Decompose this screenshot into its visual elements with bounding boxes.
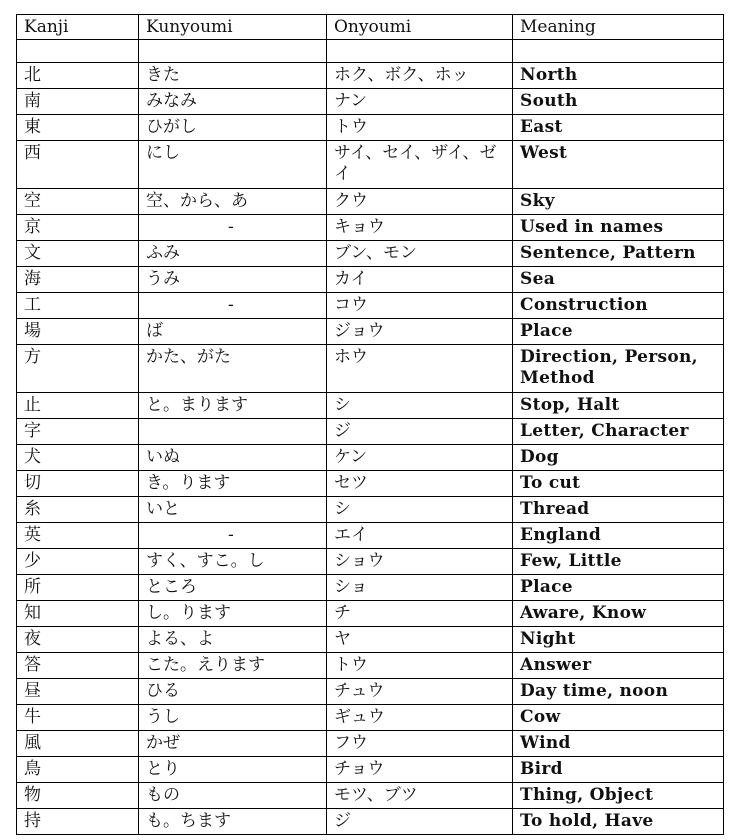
kanji-cell (17, 40, 139, 63)
table-row (17, 471, 724, 497)
kanji-cell (17, 419, 139, 445)
meaning-cell-text: Direction, Person, Method (520, 347, 698, 388)
kunyoumi-cell (139, 445, 327, 471)
table-row (17, 757, 724, 783)
onyoumi-cell (327, 89, 513, 115)
kanji-table-page (16, 14, 723, 835)
table-header-row (17, 15, 724, 40)
onyoumi-cell (327, 215, 513, 241)
kunyoumi-cell-text: - (228, 217, 234, 237)
meaning-cell (513, 89, 724, 115)
onyoumi-cell (327, 783, 513, 809)
meaning-cell (513, 783, 724, 809)
meaning-cell-text: Place (520, 577, 573, 597)
onyoumi-cell (327, 241, 513, 267)
onyoumi-cell-text: チュウ (334, 681, 385, 701)
kanji-cell (17, 141, 139, 189)
onyoumi-cell-text: ヤ (334, 629, 351, 649)
meaning-cell-text: Wind (520, 733, 571, 753)
kunyoumi-cell (139, 679, 327, 705)
kunyoumi-cell-text: - (228, 295, 234, 315)
onyoumi-cell (327, 319, 513, 345)
onyoumi-cell (327, 293, 513, 319)
kanji-cell (17, 601, 139, 627)
onyoumi-cell (327, 419, 513, 445)
kunyoumi-cell-text: いぬ (146, 447, 180, 467)
kunyoumi-cell (139, 89, 327, 115)
kunyoumi-cell (139, 63, 327, 89)
kunyoumi-cell-text: よる、よ (146, 629, 214, 649)
onyoumi-cell (327, 705, 513, 731)
onyoumi-cell-text: チョウ (334, 759, 385, 779)
kunyoumi-cell (139, 241, 327, 267)
meaning-cell (513, 319, 724, 345)
onyoumi-cell-text: ホウ (334, 347, 368, 367)
onyoumi-cell-text: ケン (334, 447, 368, 467)
table-row (17, 141, 724, 189)
onyoumi-cell (327, 653, 513, 679)
kanji-cell (17, 549, 139, 575)
onyoumi-cell (327, 471, 513, 497)
kunyoumi-cell-text: ひる (146, 681, 180, 701)
kanji-cell (17, 241, 139, 267)
table-row (17, 63, 724, 89)
meaning-cell-text: Thread (520, 499, 590, 519)
table-row (17, 345, 724, 393)
kanji-cell-text: 京 (24, 217, 41, 237)
meaning-cell-text: North (520, 65, 578, 85)
meaning-cell (513, 215, 724, 241)
meaning-cell-text: Used in names (520, 217, 664, 237)
kanji-cell (17, 679, 139, 705)
kunyoumi-cell (139, 345, 327, 393)
kanji-cell-text: 知 (24, 603, 41, 623)
onyoumi-cell-text: ショウ (334, 551, 385, 571)
header-kanji: Kanji (17, 15, 139, 40)
kunyoumi-cell-text: かぜ (146, 733, 180, 753)
meaning-cell-text: West (520, 143, 568, 163)
kanji-cell (17, 189, 139, 215)
meaning-cell-text: Sea (520, 269, 556, 289)
kunyoumi-cell-text: 空、から、あ (146, 191, 248, 211)
table-row (17, 393, 724, 419)
kanji-cell (17, 809, 139, 835)
onyoumi-cell-text: トウ (334, 655, 368, 675)
kunyoumi-cell (139, 141, 327, 189)
kunyoumi-cell (139, 627, 327, 653)
table-row (17, 293, 724, 319)
kunyoumi-cell (139, 549, 327, 575)
kunyoumi-cell-text: ひがし (146, 117, 197, 137)
kanji-cell-text: 東 (24, 117, 41, 137)
onyoumi-cell (327, 445, 513, 471)
onyoumi-cell-text: ホク、ボク、ホッ (334, 65, 469, 85)
kunyoumi-cell-text: ふみ (146, 243, 180, 263)
kanji-cell-text: 犬 (24, 447, 41, 467)
kanji-cell-text: 切 (24, 473, 41, 493)
kunyoumi-cell-text: とり (146, 759, 180, 779)
meaning-cell-text: Place (520, 321, 573, 341)
onyoumi-cell-text: ナン (334, 91, 368, 111)
meaning-cell-text: Answer (520, 655, 592, 675)
onyoumi-cell-text: クウ (334, 191, 368, 211)
kanji-cell (17, 115, 139, 141)
kunyoumi-cell-text: もの (146, 785, 180, 805)
meaning-cell (513, 445, 724, 471)
kunyoumi-cell (139, 215, 327, 241)
kanji-cell (17, 653, 139, 679)
kanji-cell-text: 西 (24, 143, 41, 163)
kunyoumi-cell (139, 731, 327, 757)
meaning-cell (513, 523, 724, 549)
meaning-cell-text: Stop, Halt (520, 395, 620, 415)
kunyoumi-cell (139, 783, 327, 809)
kanji-cell-text: 文 (24, 243, 41, 263)
table-row (17, 705, 724, 731)
meaning-cell-text: Letter, Character (520, 421, 689, 441)
kunyoumi-cell (139, 115, 327, 141)
onyoumi-cell-text: フウ (334, 733, 368, 753)
kanji-cell-text: 昼 (24, 681, 41, 701)
onyoumi-cell (327, 189, 513, 215)
kunyoumi-cell (139, 40, 327, 63)
kunyoumi-cell (139, 705, 327, 731)
table-row (17, 731, 724, 757)
table-row (17, 445, 724, 471)
kunyoumi-cell (139, 809, 327, 835)
meaning-cell-text: Construction (520, 295, 648, 315)
kunyoumi-cell-text: こた。えります (146, 655, 265, 675)
table-row (17, 115, 724, 141)
meaning-cell-text: Thing, Object (520, 785, 654, 805)
onyoumi-cell-text: ジ (334, 421, 351, 441)
meaning-cell-text: Day time, noon (520, 681, 669, 701)
onyoumi-cell (327, 267, 513, 293)
onyoumi-cell (327, 757, 513, 783)
kunyoumi-cell (139, 757, 327, 783)
meaning-cell-text: Aware, Know (520, 603, 647, 623)
meaning-cell (513, 471, 724, 497)
table-row (17, 523, 724, 549)
onyoumi-cell-text: カイ (334, 269, 368, 289)
kunyoumi-cell-text: ば (146, 321, 163, 341)
table-row (17, 215, 724, 241)
meaning-cell-text: Night (520, 629, 576, 649)
onyoumi-cell (327, 627, 513, 653)
kunyoumi-cell (139, 393, 327, 419)
onyoumi-cell-text: トウ (334, 117, 368, 137)
table-row (17, 267, 724, 293)
kanji-cell (17, 497, 139, 523)
kanji-cell-text: 工 (24, 295, 41, 315)
table-row (17, 783, 724, 809)
onyoumi-cell (327, 115, 513, 141)
kanji-cell (17, 319, 139, 345)
kunyoumi-cell-text: ところ (146, 577, 197, 597)
meaning-cell (513, 679, 724, 705)
onyoumi-cell (327, 40, 513, 63)
kanji-cell (17, 293, 139, 319)
meaning-cell-text: To cut (520, 473, 581, 493)
meaning-cell (513, 293, 724, 319)
onyoumi-cell-text: ジョウ (334, 321, 385, 341)
kanji-cell-text: 少 (24, 551, 41, 571)
meaning-cell (513, 267, 724, 293)
meaning-cell (513, 497, 724, 523)
kanji-cell-text: 答 (24, 655, 41, 675)
kanji-table (16, 14, 724, 835)
kunyoumi-cell (139, 471, 327, 497)
kunyoumi-cell-text: と。まります (146, 395, 248, 415)
kanji-cell (17, 445, 139, 471)
kanji-cell (17, 523, 139, 549)
meaning-cell-text: Few, Little (520, 551, 622, 571)
meaning-cell (513, 731, 724, 757)
kanji-cell (17, 345, 139, 393)
kunyoumi-cell (139, 189, 327, 215)
onyoumi-cell (327, 679, 513, 705)
meaning-cell (513, 575, 724, 601)
meaning-cell (513, 189, 724, 215)
table-row (17, 601, 724, 627)
meaning-cell (513, 393, 724, 419)
table-row (17, 497, 724, 523)
table-row (17, 653, 724, 679)
onyoumi-cell (327, 575, 513, 601)
kanji-cell-text: 牛 (24, 707, 41, 727)
kunyoumi-cell (139, 601, 327, 627)
onyoumi-cell-text: サイ、セイ、ザイ、ゼイ (334, 143, 497, 184)
onyoumi-cell (327, 601, 513, 627)
table-row (17, 319, 724, 345)
meaning-cell (513, 345, 724, 393)
kanji-cell (17, 267, 139, 293)
meaning-cell (513, 809, 724, 835)
kunyoumi-cell-text: いと (146, 499, 180, 519)
onyoumi-cell-text: セツ (334, 473, 368, 493)
onyoumi-cell (327, 393, 513, 419)
kunyoumi-cell (139, 653, 327, 679)
kanji-cell-text: 所 (24, 577, 41, 597)
meaning-cell (513, 419, 724, 445)
onyoumi-cell-text: エイ (334, 525, 368, 545)
kanji-cell (17, 627, 139, 653)
table-row (17, 627, 724, 653)
header-kunyoumi: Kunyoumi (139, 15, 327, 40)
onyoumi-cell-text: ブン、モン (334, 243, 417, 263)
kanji-cell (17, 783, 139, 809)
kunyoumi-cell (139, 419, 327, 445)
kanji-cell (17, 575, 139, 601)
kunyoumi-cell-text: も。ちます (146, 811, 231, 831)
onyoumi-cell (327, 63, 513, 89)
meaning-cell-text: Cow (520, 707, 561, 727)
meaning-cell-text: East (520, 117, 563, 137)
onyoumi-cell-text: ジ (334, 811, 351, 831)
onyoumi-cell-text: キョウ (334, 217, 385, 237)
kunyoumi-cell-text: し。ります (146, 603, 231, 623)
onyoumi-cell (327, 549, 513, 575)
meaning-cell (513, 241, 724, 267)
kunyoumi-cell (139, 267, 327, 293)
onyoumi-cell (327, 809, 513, 835)
onyoumi-cell (327, 345, 513, 393)
meaning-cell-text: To hold, Have (520, 811, 654, 831)
table-row (17, 241, 724, 267)
kanji-cell-text: 方 (24, 347, 41, 367)
table-row (17, 189, 724, 215)
kanji-cell-text: 鳥 (24, 759, 41, 779)
kanji-cell-text: 字 (24, 421, 41, 441)
onyoumi-cell-text: シ (334, 395, 351, 415)
kunyoumi-cell-text: - (228, 525, 234, 545)
kanji-cell (17, 757, 139, 783)
kanji-cell-text: 糸 (24, 499, 41, 519)
kanji-cell-text: 北 (24, 65, 41, 85)
kanji-cell (17, 215, 139, 241)
table-row (17, 89, 724, 115)
onyoumi-cell (327, 523, 513, 549)
kunyoumi-cell (139, 523, 327, 549)
table-row (17, 419, 724, 445)
meaning-cell (513, 601, 724, 627)
kanji-cell-text: 海 (24, 269, 41, 289)
onyoumi-cell-text: チ (334, 603, 351, 623)
kunyoumi-cell (139, 319, 327, 345)
onyoumi-cell (327, 731, 513, 757)
meaning-cell (513, 63, 724, 89)
meaning-cell (513, 653, 724, 679)
kunyoumi-cell (139, 575, 327, 601)
kanji-cell-text: 空 (24, 191, 41, 211)
kunyoumi-cell-text: みなみ (146, 91, 197, 111)
kanji-cell (17, 63, 139, 89)
meaning-cell-text: Sky (520, 191, 555, 211)
table-row (17, 679, 724, 705)
kunyoumi-cell (139, 293, 327, 319)
onyoumi-cell-text: ショ (334, 577, 368, 597)
kanji-cell (17, 89, 139, 115)
meaning-cell (513, 627, 724, 653)
kanji-cell-text: 英 (24, 525, 41, 545)
kunyoumi-cell-text: うみ (146, 269, 180, 289)
kanji-cell-text: 止 (24, 395, 41, 415)
kanji-cell (17, 731, 139, 757)
kanji-cell-text: 持 (24, 811, 41, 831)
kanji-cell (17, 705, 139, 731)
onyoumi-cell-text: ギュウ (334, 707, 385, 727)
kunyoumi-cell-text: うし (146, 707, 180, 727)
meaning-cell-text: South (520, 91, 578, 111)
meaning-cell-text: England (520, 525, 602, 545)
onyoumi-cell-text: シ (334, 499, 351, 519)
meaning-cell-text: Dog (520, 447, 559, 467)
onyoumi-cell (327, 497, 513, 523)
kunyoumi-cell (139, 497, 327, 523)
header-onyoumi: Onyoumi (327, 15, 513, 40)
kanji-cell-text: 風 (24, 733, 41, 753)
kunyoumi-cell-text: かた、がた (146, 347, 231, 367)
meaning-cell (513, 549, 724, 575)
kanji-cell (17, 393, 139, 419)
meaning-cell (513, 757, 724, 783)
kanji-cell (17, 471, 139, 497)
onyoumi-cell (327, 141, 513, 189)
meaning-cell-text: Bird (520, 759, 563, 779)
table-row (17, 40, 724, 63)
onyoumi-cell-text: モツ、ブツ (334, 785, 418, 805)
kunyoumi-cell-text: き。ります (146, 473, 231, 493)
kunyoumi-cell-text: すく、すこ。し (146, 551, 265, 571)
kunyoumi-cell-text: にし (146, 143, 180, 163)
kanji-cell-text: 夜 (24, 629, 41, 649)
meaning-cell (513, 115, 724, 141)
meaning-cell (513, 40, 724, 63)
meaning-cell-text: Sentence, Pattern (520, 243, 696, 263)
kunyoumi-cell-text: きた (146, 65, 180, 85)
kanji-cell-text: 物 (24, 785, 41, 805)
meaning-cell (513, 141, 724, 189)
kanji-cell-text: 場 (24, 321, 41, 341)
table-row (17, 575, 724, 601)
table-row (17, 549, 724, 575)
table-row (17, 809, 724, 835)
header-meaning: Meaning (513, 15, 724, 40)
meaning-cell (513, 705, 724, 731)
onyoumi-cell-text: コウ (334, 295, 368, 315)
kanji-cell-text: 南 (24, 91, 41, 111)
